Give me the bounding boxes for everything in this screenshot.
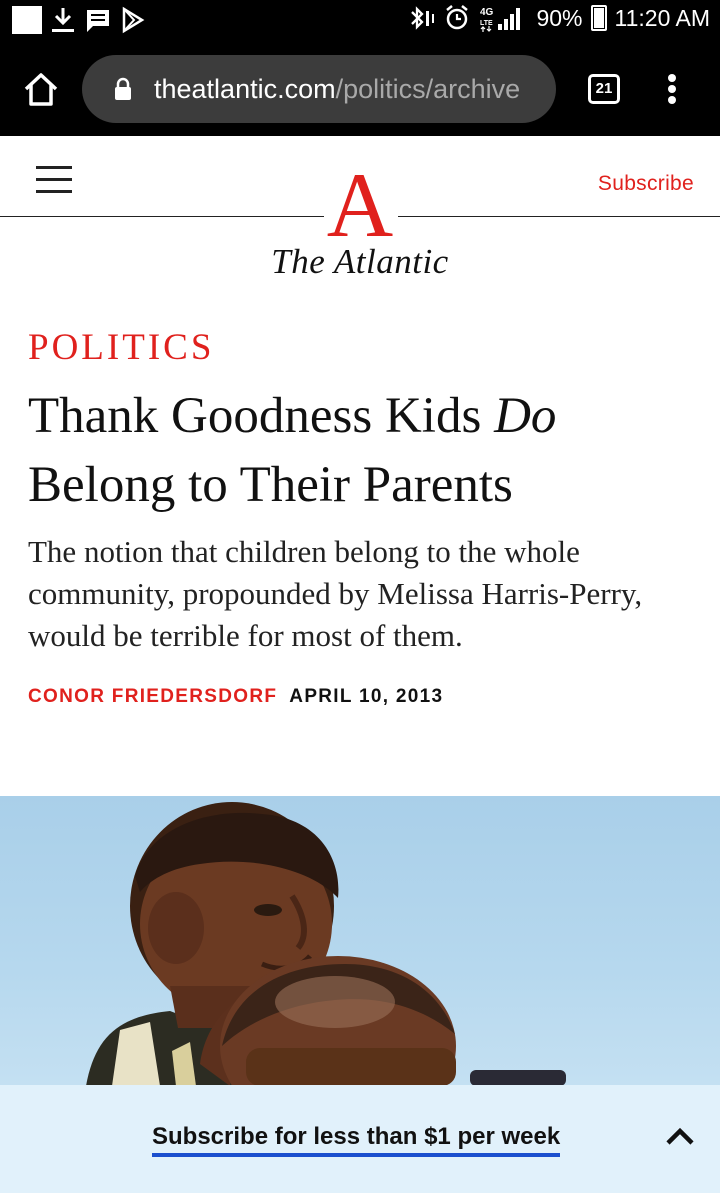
- chevron-up-icon[interactable]: [664, 1125, 696, 1149]
- clock-time: 11:20 AM: [614, 4, 710, 31]
- site-header: [0, 136, 720, 296]
- article-dek: The notion that children belong to the whole community, propounded by Melissa Harris-Perry, would be terrible for most of them.: [28, 534, 643, 653]
- lte-signal-icon: [478, 4, 528, 32]
- system-icons: [406, 4, 710, 32]
- bluetooth-vibrate-icon: [406, 4, 436, 32]
- notification-icons: [12, 6, 146, 34]
- home-icon[interactable]: [22, 70, 60, 108]
- svg-text:A: A: [326, 154, 394, 256]
- url-bar[interactable]: [82, 55, 556, 123]
- browser-toolbar: [0, 42, 720, 136]
- url-text[interactable]: [154, 74, 542, 105]
- download-icon: [50, 6, 76, 34]
- byline: [28, 686, 443, 708]
- article-headline: [28, 382, 698, 520]
- section-label[interactable]: POLITICS: [28, 327, 215, 368]
- url-path: /politics/archive: [335, 74, 521, 104]
- battery-percent: 90%: [536, 4, 583, 31]
- headline-italic: Do: [494, 388, 557, 444]
- subscribe-banner: [0, 1085, 720, 1193]
- header-divider: [0, 216, 324, 217]
- alarm-icon: [444, 4, 470, 32]
- notification-square-icon: [12, 6, 42, 34]
- author-link[interactable]: CONOR FRIEDERSDORF: [28, 686, 278, 707]
- overflow-menu-icon[interactable]: [666, 74, 678, 106]
- status-bar: [0, 0, 720, 42]
- atlantic-wordmark[interactable]: The Atlantic: [271, 242, 449, 281]
- message-icon: [84, 6, 112, 34]
- hamburger-menu-icon[interactable]: [36, 166, 72, 194]
- play-store-icon: [120, 6, 146, 34]
- subscribe-link[interactable]: Subscribe: [597, 172, 694, 195]
- headline-part1: Thank Goodness Kids: [28, 388, 495, 444]
- publish-date: APRIL 10, 2013: [289, 686, 444, 707]
- hero-photo: [0, 796, 720, 1086]
- tab-switcher-button[interactable]: 21: [588, 74, 620, 104]
- header-divider: [398, 216, 720, 217]
- url-domain: theatlantic.com: [154, 74, 336, 104]
- atlantic-logo-mark[interactable]: [326, 154, 394, 256]
- svg-text:4G: 4G: [480, 7, 494, 18]
- battery-icon: [591, 5, 607, 31]
- svg-text:LTE: LTE: [480, 20, 494, 27]
- lock-icon: [114, 77, 132, 101]
- headline-part2: Belong to Their Parents: [28, 457, 513, 513]
- subscribe-offer-link[interactable]: Subscribe for less than $1 per week: [152, 1123, 560, 1157]
- hero-image: [0, 796, 720, 1086]
